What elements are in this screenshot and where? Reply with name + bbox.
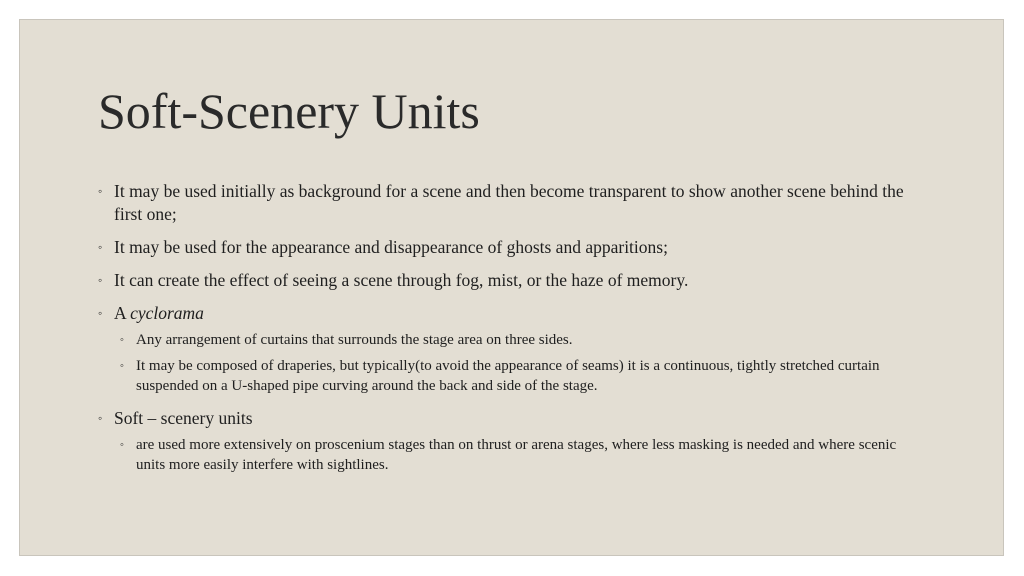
sub-bullet-list [114, 330, 918, 397]
bullet-text: Soft – scenery units [114, 407, 253, 428]
sub-bullet-item [114, 330, 918, 351]
sub-bullet-text: are used more extensively on proscenium stages than on thrust or arena stages, where less masking is needed and where scenic units more easily interfere with sightlines. [136, 436, 897, 473]
bullet-circle-icon: ◦ [120, 359, 124, 372]
bullet-item [98, 269, 918, 292]
bullet-text: It may be used initially as background for a scene and then become transparent to show another scene behind the first one; [114, 181, 904, 224]
bullet-item [98, 236, 918, 259]
bullet-circle-icon: ◦ [98, 410, 103, 425]
bullet-circle-icon: ◦ [98, 240, 103, 254]
bullet-circle-icon: ◦ [120, 334, 124, 346]
bullet-circle-icon: ◦ [98, 306, 103, 320]
bullet-circle-icon: ◦ [120, 438, 124, 451]
bullet-list [98, 180, 918, 486]
sub-bullet-item [114, 435, 918, 476]
bullet-item [98, 302, 918, 397]
bullet-item [98, 180, 918, 226]
bullet-text-emphasis: cyclorama [130, 303, 204, 323]
sub-bullet-item [114, 356, 918, 397]
bullet-circle-icon: ◦ [98, 184, 103, 198]
sub-bullet-list [114, 435, 918, 476]
slide [19, 19, 1004, 556]
bullet-text: It can create the effect of seeing a scene through fog, mist, or the haze of memory. [114, 270, 689, 290]
slide-title: Soft-Scenery Units [98, 83, 480, 139]
bullet-text-prefix: A [114, 303, 131, 323]
sub-bullet-text: It may be composed of draperies, but typically(to avoid the appearance of seams) it is a continuous, tightly stretched curtain suspended on a U-shaped pipe curving around the back and side of the stage. [136, 357, 880, 394]
sub-bullet-text: Any arrangement of curtains that surrounds the stage area on three sides. [136, 332, 573, 348]
bullet-text: It may be used for the appearance and disappearance of ghosts and apparitions; [114, 237, 668, 257]
bullet-circle-icon: ◦ [98, 273, 103, 287]
bullet-item [98, 407, 918, 476]
